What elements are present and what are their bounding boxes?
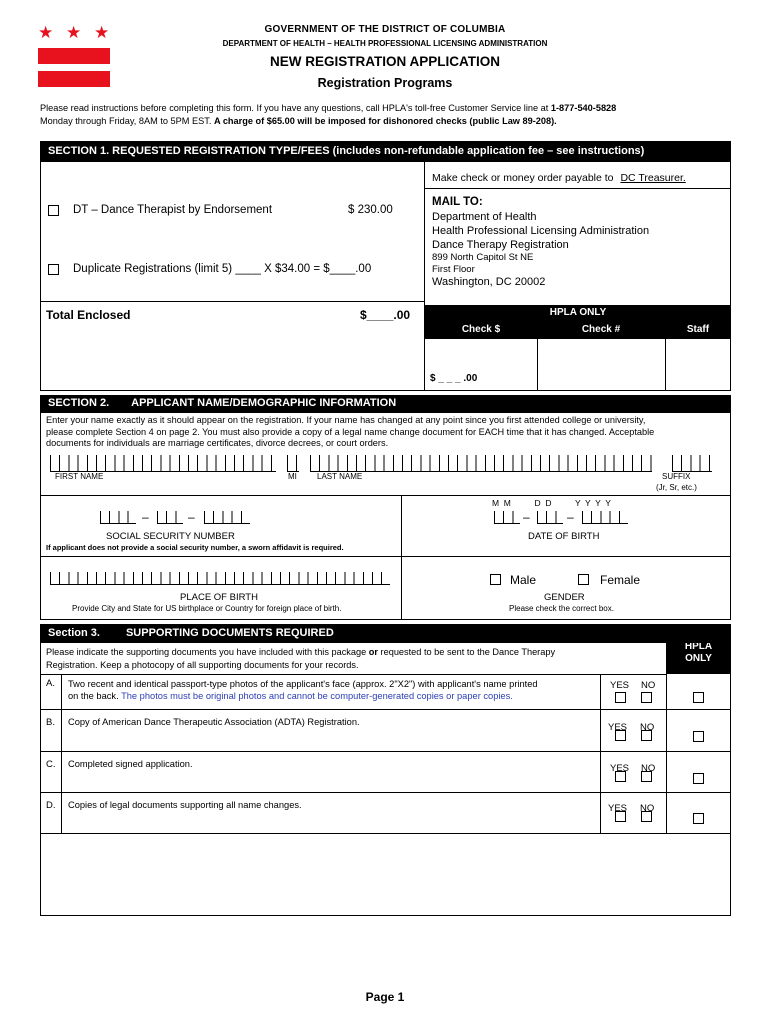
star-icon: ★ (94, 23, 110, 42)
total-enclosed-label: Total Enclosed (46, 308, 131, 322)
section1-box (40, 161, 731, 391)
department-line: DEPARTMENT OF HEALTH – HEALTH PROFESSIONAL LICENSING ADMINISTRATION (222, 39, 548, 48)
page-subtitle: Registration Programs (317, 76, 453, 90)
duplicate-registrations-label: Duplicate Registrations (limit 5) ____ X $34.00 = $____.00 (73, 263, 372, 275)
mail-line: Dance Therapy Registration (432, 239, 569, 251)
dob-month-input[interactable] (494, 511, 520, 524)
section2-header: SECTION 2. APPLICANT NAME/DEMOGRAPHIC INFORMATION (40, 395, 731, 412)
mail-line: Health Professional Licensing Administration (432, 225, 650, 237)
doc-b-no-checkbox[interactable] (641, 730, 652, 741)
suffix-input[interactable] (672, 455, 712, 472)
doc-row-d-text: Copies of legal documents supporting all name changes. (68, 800, 302, 810)
doc-a-hpla-checkbox[interactable] (693, 692, 704, 703)
dob-day-input[interactable] (537, 511, 563, 524)
doc-row-a-text: Two recent and identical passport-type photos of the applicant's face (approx. 2"X2") with applicant's name printed on the back. The photos must be original photos and cannot be computer-generated copies or paper copies. (68, 679, 538, 701)
doc-a-yes-checkbox[interactable] (615, 692, 626, 703)
mail-line: Department of Health (432, 211, 537, 223)
place-of-birth-input[interactable] (50, 572, 390, 585)
doc-d-no-checkbox[interactable] (641, 811, 652, 822)
payable-note: Make check or money order payable to DC Treasurer. (432, 172, 686, 184)
ssn-note: If applicant does not provide a social security number, a sworn affidavit is required. (46, 543, 344, 552)
checkbox-dt-endorsement[interactable] (48, 205, 59, 216)
doc-row-b-text: Copy of American Dance Therapeutic Association (ADTA) Registration. (68, 717, 360, 727)
mail-line: First Floor (432, 264, 475, 275)
doc-c-yes-checkbox[interactable] (615, 771, 626, 782)
first-name-input[interactable] (50, 455, 276, 472)
section2-instructions: Enter your name exactly as it should appear on the registration. If your name has changed at any point since you first attended college or university, please complete Section 4 on page 2. You must also provide a copy of a legal name change document for EACH time that it has changed. Acceptable documents for individuals are marriage certificates, divorce decrees, or court orders. (46, 415, 655, 448)
star-icon: ★ (66, 23, 82, 42)
dash: – (188, 510, 195, 524)
dash: – (142, 510, 149, 524)
total-enclosed-value[interactable]: $____.00 (360, 308, 411, 322)
page-title: NEW REGISTRATION APPLICATION (270, 54, 500, 69)
hpla-amount: $ _ _ _ .00 (430, 373, 478, 384)
doc-b-yes-checkbox[interactable] (615, 730, 626, 741)
checkbox-male[interactable] (490, 574, 501, 585)
dash: – (567, 510, 574, 524)
doc-c-no-checkbox[interactable] (641, 771, 652, 782)
gender-hint: Please check the correct box. (509, 604, 614, 613)
doc-d-hpla-checkbox[interactable] (693, 813, 704, 824)
doc-d-yes-checkbox[interactable] (615, 811, 626, 822)
ssn-label: SOCIAL SECURITY NUMBER (106, 531, 235, 542)
ssn-part1-input[interactable] (100, 511, 136, 524)
section3-header: Section 3. SUPPORTING DOCUMENTS REQUIRED (40, 624, 666, 642)
ssn-part3-input[interactable] (204, 511, 250, 524)
last-name-input[interactable] (310, 455, 652, 472)
first-name-label: FIRST NAME (55, 472, 104, 481)
dob-label: DATE OF BIRTH (528, 531, 600, 542)
last-name-label: LAST NAME (317, 472, 363, 481)
male-label: Male (510, 573, 537, 587)
agency-line: GOVERNMENT OF THE DISTRICT OF COLUMBIA (264, 24, 506, 35)
checkbox-duplicate-registrations[interactable] (48, 264, 59, 275)
hpla-only-column-header: HPLA ONLY (666, 624, 731, 674)
dt-endorsement-label: DT – Dance Therapist by Endorsement (73, 204, 273, 216)
mail-line: 899 North Capitol St NE (432, 252, 534, 263)
middle-initial-input[interactable] (287, 455, 299, 472)
ssn-part2-input[interactable] (157, 511, 183, 524)
mi-label: MI (288, 472, 297, 481)
section3-instructions: Please indicate the supporting documents you have included with this package or requested to be sent to the Dance Therapy Registration. Keep a photocopy of all supporting documents for your records. (46, 647, 556, 670)
phone-number: 1-877-540-5828 (550, 103, 617, 113)
suffix-hint: (Jr, Sr, etc.) (656, 483, 697, 492)
dt-endorsement-fee: $ 230.00 (348, 204, 393, 216)
mail-to-heading: MAIL TO: (432, 196, 483, 208)
section1-header: SECTION 1. REQUESTED REGISTRATION TYPE/FEES (includes non-refundable application fee – see instructions) (40, 141, 731, 161)
doc-row-c-text: Completed signed application. (68, 759, 193, 769)
suffix-label: SUFFIX (662, 472, 691, 481)
dob-year-input[interactable] (582, 511, 628, 524)
hpla-only-header: HPLA ONLY Check $ Check # Staff (425, 305, 731, 339)
pob-label: PLACE OF BIRTH (180, 592, 258, 603)
pob-hint: Provide City and State for US birthplace or Country for foreign place of birth. (72, 604, 342, 613)
star-icon: ★ (38, 23, 54, 42)
gender-label: GENDER (544, 592, 585, 603)
dob-format: M M D D Y Y Y Y (492, 498, 611, 508)
female-label: Female (600, 573, 641, 587)
doc-c-hpla-checkbox[interactable] (693, 773, 704, 784)
dishonored-check-notice: A charge of $65.00 will be imposed for dishonored checks (public Law 89-208). (213, 115, 557, 126)
checkbox-female[interactable] (578, 574, 589, 585)
page-number: Page 1 (365, 990, 405, 1004)
intro-text: Please read instructions before completing this form. If you have any questions, call HPLA's toll-free Customer Service line at 1-877-540-5828 Monday through Friday, 8AM to 5PM EST. A charge of $65.00 will be imposed for dishonored checks (public Law 89-208). (40, 103, 617, 126)
mail-line: Washington, DC 20002 (432, 276, 546, 288)
dash: – (523, 510, 530, 524)
doc-a-no-checkbox[interactable] (641, 692, 652, 703)
doc-b-hpla-checkbox[interactable] (693, 731, 704, 742)
